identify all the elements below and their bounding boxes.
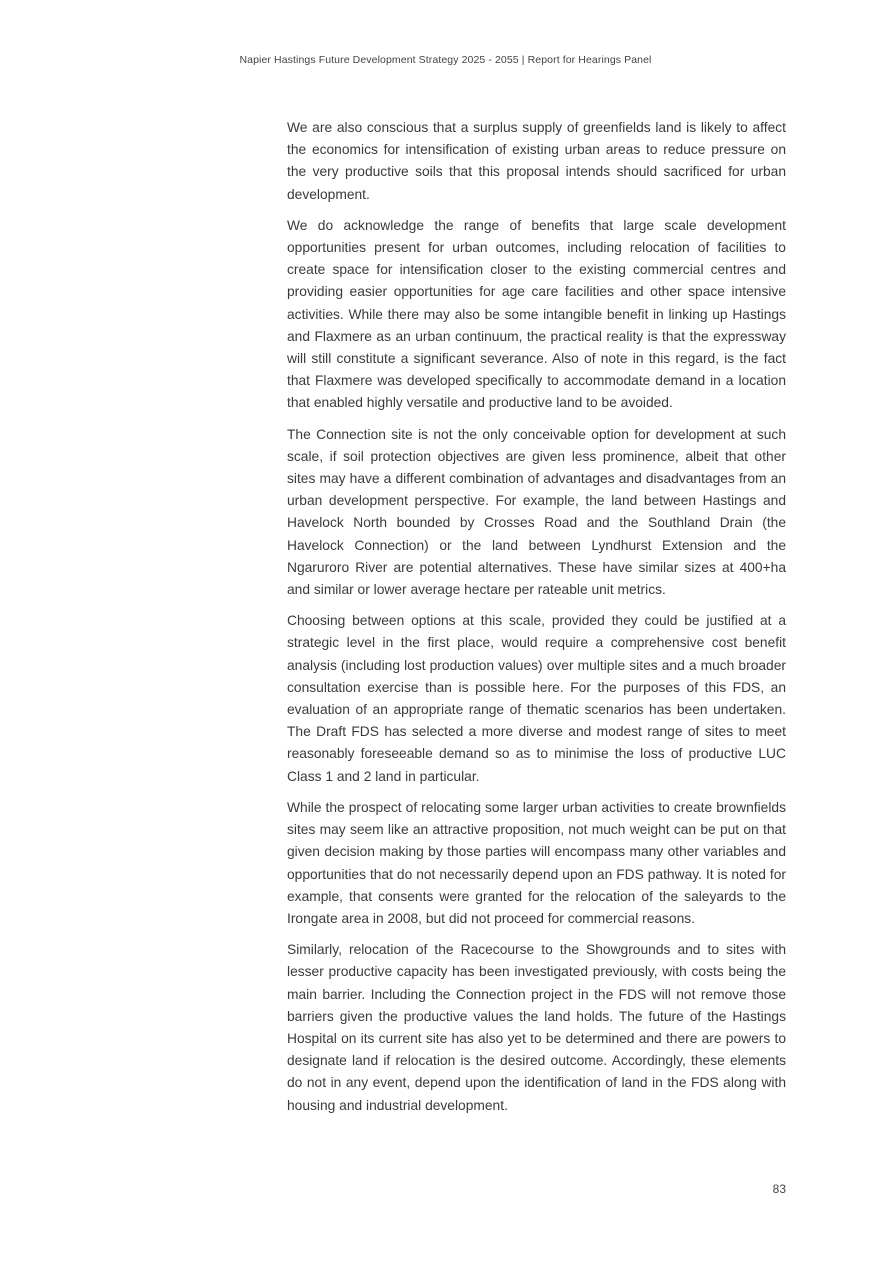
paragraph: The Connection site is not the only conceivable option for development at such scale, if soil protection objectives are given less prominence, albeit that other sites may have a different combination of advantages and disadvantages from an urban development perspective. For example, the land between Hastings and Havelock North bounded by Crosses Road and the Southland Drain (the Havelock Connection) or the land between Lyndhurst Extension and the Ngaruroro River are potential alternatives. These have similar sizes at 400+ha and similar or lower average hectare per rateable unit metrics. bbox=[287, 426, 786, 598]
paragraph: We are also conscious that a surplus supply of greenfields land is likely to affect the economics for intensification of existing urban areas to reduce pressure on the very productive soils that this proposal intends should sacrificed for urban development. bbox=[287, 120, 786, 202]
paragraph: Choosing between options at this scale, provided they could be justified at a strategic level in the first place, would require a comprehensive cost benefit analysis (including lost production values) over multiple sites and a much broader consultation exercise than is possible here. For the purposes of this FDS, an evaluation of an appropriate range of thematic scenarios has been undertaken. The Draft FDS has selected a more diverse and modest range of sites to meet reasonably foreseeable demand so as to minimise the loss of productive LUC Class 1 and 2 land in particular. bbox=[287, 613, 786, 784]
body-text bbox=[287, 117, 786, 1126]
paragraph: While the prospect of relocating some larger urban activities to create brownfields sites may seem like an attractive proposition, not much weight can be put on that given decision making by those parties will encompass many other variables and opportunities that do not necessarily depend upon an FDS pathway. It is noted for example, that consents were granted for the relocation of the saleyards to the Irongate area in 2008, but did not proceed for commercial reasons. bbox=[287, 799, 786, 926]
paragraph: Similarly, relocation of the Racecourse to the Showgrounds and to sites with lesser productive capacity has been investigated previously, with costs being the main barrier. Including the Connection project in the FDS will not remove those barriers given the productive values the land holds. The future of the Hastings Hospital on its current site has also yet to be determined and there are powers to designate land if relocation is the desired outcome. Accordingly, these elements do not in any event, depend upon the identification of land in the FDS along with housing and industrial development. bbox=[287, 942, 786, 1113]
page-number: 83 bbox=[772, 1182, 786, 1196]
paragraph: We do acknowledge the range of benefits that large scale development opportunities present for urban outcomes, including relocation of facilities to create space for intensification closer to the existing commercial centres and providing easier opportunities for age care facilities and other space intensive activities. While there may also be some intangible benefit in linking up Hastings and Flaxmere as an urban continuum, the practical reality is that the expressway will still constitute a significant severance. Also of note in this regard, is the fact that Flaxmere was developed specifically to accommodate demand in a location that enabled highly versatile and productive land to be avoided. bbox=[287, 217, 786, 411]
running-header: Napier Hastings Future Development Strategy 2025 - 2055 | Report for Hearings Panel bbox=[239, 54, 652, 66]
